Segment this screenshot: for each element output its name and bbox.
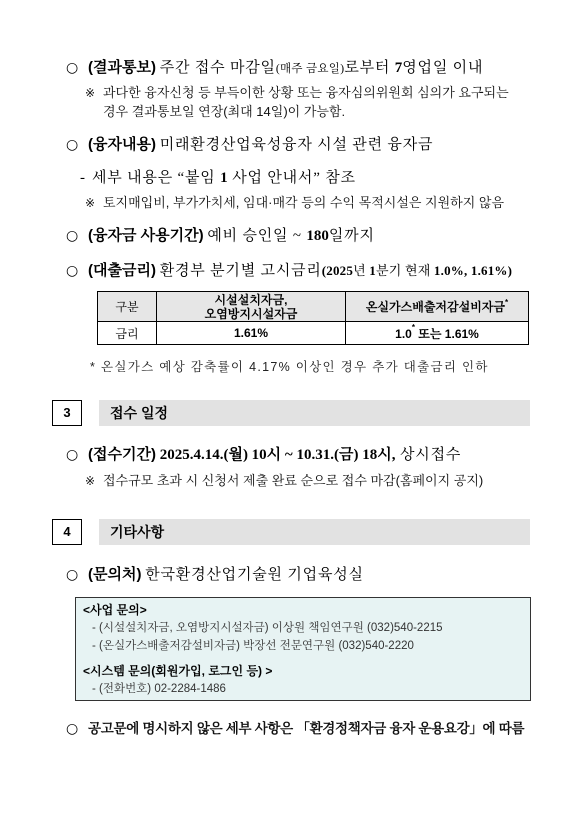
table-cell-ghg-rate	[346, 322, 529, 345]
results-notice-note-continued	[103, 103, 345, 121]
rate-value: 1.0	[395, 326, 412, 341]
table-header-ghg-fund	[346, 292, 529, 322]
table-header-row	[98, 292, 529, 322]
note-text: 접수규모 초과 시 신청서 제출 완료 순으로 접수 마감(홈페이지 공지)	[103, 473, 484, 488]
application-period-label: (접수기간)	[88, 446, 156, 463]
section-header-4	[52, 519, 530, 545]
note-text: 과다한 융자신청 등 부득이한 상황 또는 융자심의위원회 심의가 요구되는	[103, 85, 509, 100]
usage-period-label: (융자금 사용기간)	[88, 227, 204, 244]
rate-value-rest: 또는 1.61%	[414, 326, 479, 341]
interest-rate-paren: 1	[369, 263, 376, 278]
section-title-bar	[99, 519, 530, 545]
detail-text: 세부 내용은 “붙임	[92, 170, 221, 186]
header-line: 오염방지시설자금	[204, 306, 298, 321]
section-title-bar	[99, 400, 530, 426]
loan-content-item	[66, 135, 433, 155]
footnote-asterisk: *	[90, 360, 95, 374]
detail-attachment-number: 1	[220, 170, 228, 186]
section-title: 접수 일정	[110, 405, 168, 421]
table-cell-rate-label: 금리	[98, 322, 157, 345]
asterisk-mark: *	[411, 322, 415, 332]
bullet-circle-icon: ○	[66, 263, 79, 279]
business-inquiry-heading: <사업 문의>	[83, 603, 147, 617]
contact-label: (문의처)	[88, 566, 142, 583]
interest-rate-paren: (2025	[321, 263, 354, 278]
bullet-circle-icon: ○	[66, 447, 79, 463]
bullet-circle-icon: ○	[66, 567, 79, 583]
closing-text: 공고문에 명시하지 않은 세부 사항은 「환경정책자금 융자 운용요강」에 따름	[88, 721, 525, 736]
application-period-suffix: 상시접수	[395, 447, 462, 463]
bullet-circle-icon: ○	[66, 60, 79, 76]
interest-rate-paren: 분기 현재	[375, 263, 434, 278]
loan-content-label: (융자내용)	[88, 136, 156, 153]
usage-period-days: 180	[306, 228, 329, 244]
interest-rate-footnote	[90, 358, 489, 376]
section-number: 3	[52, 400, 82, 426]
contact-text: 한국환경산업기술원 기업육성실	[145, 567, 364, 583]
interest-rate-label: (대출금리)	[88, 262, 156, 279]
results-notice-item	[66, 58, 483, 78]
usage-period-suffix: 일까지	[328, 228, 375, 244]
interest-rate-item	[66, 261, 512, 281]
dash-marker: -	[80, 170, 85, 186]
asterisk-mark: *	[504, 297, 509, 307]
results-notice-text: 주간 접수 마감일	[159, 60, 276, 76]
results-notice-label: (결과통보)	[88, 59, 156, 76]
contact-item	[66, 565, 364, 585]
contact-info-box	[75, 597, 531, 701]
results-notice-note	[85, 84, 509, 102]
bullet-circle-icon: ○	[66, 137, 79, 153]
header-line: 시설설치자금,	[214, 292, 288, 307]
results-notice-text: 영업일 이내	[402, 60, 484, 76]
results-notice-days: 7	[394, 60, 403, 76]
note-text: 토지매입비, 부가가치세, 임대·매각 등의 수익 목적시설은 지원하지 않음	[103, 195, 505, 210]
application-period-item	[66, 445, 461, 465]
system-inquiry-heading: <시스템 문의(회원가입, 로그인 등) >	[83, 664, 273, 678]
section-number: 4	[52, 519, 82, 545]
interest-rate-paren: 1.0%, 1.61%)	[433, 263, 513, 278]
usage-period-text: 예비 승인일 ~	[207, 228, 307, 244]
header-text: 온실가스배출저감설비자금	[365, 299, 505, 314]
results-notice-text: 로부터	[344, 60, 395, 76]
business-inquiry-item: - (시설설치자금, 오염방지시설자금) 이상원 책임연구원 (032)540-2215	[92, 622, 443, 634]
closing-item	[66, 719, 524, 739]
footnote-text: 온실가스 예상 감축률이 4.17% 이상인 경우 추가 대출금리 인하	[101, 360, 489, 374]
reference-mark-icon: ※	[85, 196, 96, 210]
bullet-circle-icon: ○	[66, 721, 79, 737]
table-row	[98, 322, 529, 345]
system-inquiry-item: - (전화번호) 02-2284-1486	[92, 683, 226, 695]
interest-rate-paren: 년	[353, 263, 370, 278]
usage-period-item	[66, 226, 375, 246]
reference-mark-icon: ※	[85, 86, 96, 100]
loan-content-text: 미래환경산업육성융자 시설 관련 융자금	[159, 137, 434, 153]
section-title: 기타사항	[110, 524, 165, 540]
loan-content-detail	[80, 168, 356, 188]
interest-rate-text: 환경부 분기별 고시금리	[159, 263, 322, 279]
application-period-dates: 2025.4.14.(월) 10시 ~ 10.31.(금) 18시,	[159, 447, 396, 463]
note-text: 경우 결과통보일 연장(최대 14일)이 가능함.	[103, 104, 346, 119]
table-cell-facility-rate: 1.61%	[157, 322, 346, 345]
interest-rate-table	[97, 291, 529, 345]
application-period-note	[85, 472, 483, 490]
results-notice-paren: (매주 금요일)	[275, 63, 345, 75]
detail-text: 사업 안내서” 참조	[227, 170, 356, 186]
table-header-facility-fund	[157, 292, 346, 322]
business-inquiry-item: - (온실가스배출저감설비자금) 박장선 전문연구원 (032)540-2220	[92, 640, 414, 652]
bullet-circle-icon: ○	[66, 228, 79, 244]
table-header-category: 구분	[98, 292, 157, 322]
reference-mark-icon: ※	[85, 474, 96, 488]
loan-content-note	[85, 194, 504, 212]
section-header-3	[52, 400, 530, 426]
